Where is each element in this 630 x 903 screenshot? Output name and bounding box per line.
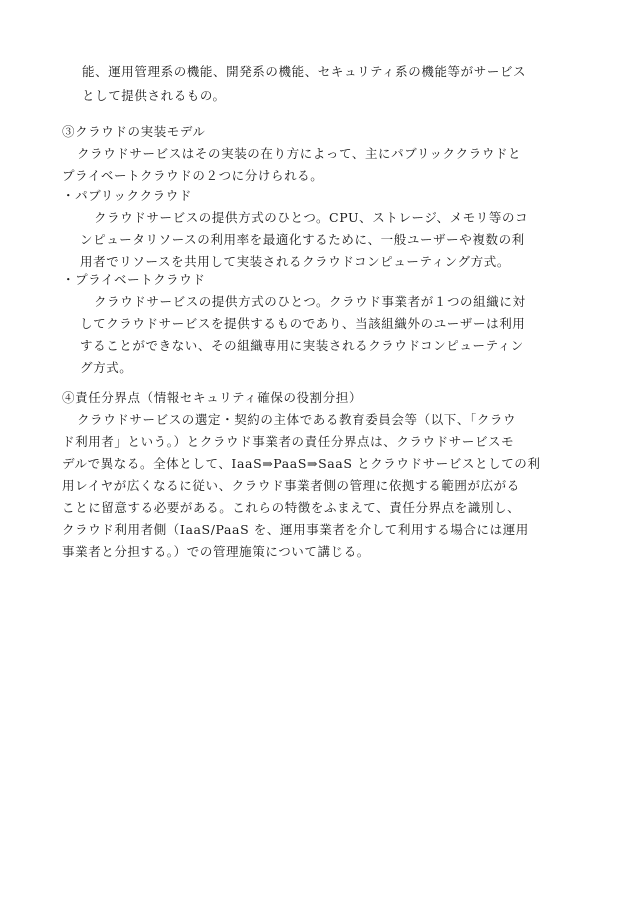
section-4-line-5: ことに留意する必要がある。これらの特徴をふまえて、責任分界点を識別し、 — [62, 500, 521, 515]
continuation-line-2: として提供されるもの。 — [82, 88, 226, 103]
continuation-line-1: 能、運用管理系の機能、開発系の機能、セキュリティ系の機能等がサービス — [82, 64, 527, 79]
public-cloud-line-1: クラウドサービスの提供方式のひとつ。CPU、ストレージ、メモリ等のコ — [94, 210, 529, 225]
section-4-line-6: クラウド利用者側（IaaS/PaaS を、運用事業者を介して利用する場合には運用 — [62, 522, 529, 537]
public-cloud-title: ・パブリッククラウド — [62, 188, 193, 203]
private-cloud-line-1: クラウドサービスの提供方式のひとつ。クラウド事業者が１つの組織に対 — [94, 294, 526, 309]
section-4-line-4: 用レイヤが広くなるに従い、クラウド事業者側の管理に依拠する範囲が広がる — [62, 478, 520, 493]
section-3-intro-line-1: クラウドサービスはその実装の在り方によって、主にパブリッククラウドと — [77, 146, 522, 161]
section-4-line-3: デルで異なる。全体として、IaaS⇒PaaS⇒SaaS とクラウドサービスとしての利 — [62, 456, 541, 471]
section-4-heading: ④責任分界点（情報セキュリティ確保の役割分担） — [62, 390, 363, 405]
private-cloud-line-2: してクラウドサービスを提供するものであり、当該組織外のユーザーは利用 — [80, 316, 526, 331]
section-4-line-2: ド利用者」という。）とクラウド事業者の責任分界点は、クラウドサービスモ — [62, 434, 515, 449]
public-cloud-line-2: ンピュータリソースの利用率を最適化するために、一般ユーザーや複数の利 — [80, 232, 525, 247]
section-3-intro-line-2: プライベートクラウドの２つに分けられる。 — [62, 168, 324, 183]
private-cloud-line-3: することができない、その組織専用に実装されるクラウドコンピューティン — [80, 338, 524, 353]
private-cloud-line-4: グ方式。 — [80, 360, 133, 375]
section-3-heading: ③クラウドの実装モデル — [62, 124, 206, 139]
section-4-line-7: 事業者と分担する。）での管理施策について講じる。 — [62, 544, 370, 559]
private-cloud-title: ・プライベートクラウド — [62, 272, 206, 287]
public-cloud-line-3: 用者でリソースを共用して実装されるクラウドコンピューティング方式。 — [80, 254, 510, 269]
section-4-line-1: クラウドサービスの選定・契約の主体である教育委員会等（以下、「クラウ — [77, 412, 517, 427]
